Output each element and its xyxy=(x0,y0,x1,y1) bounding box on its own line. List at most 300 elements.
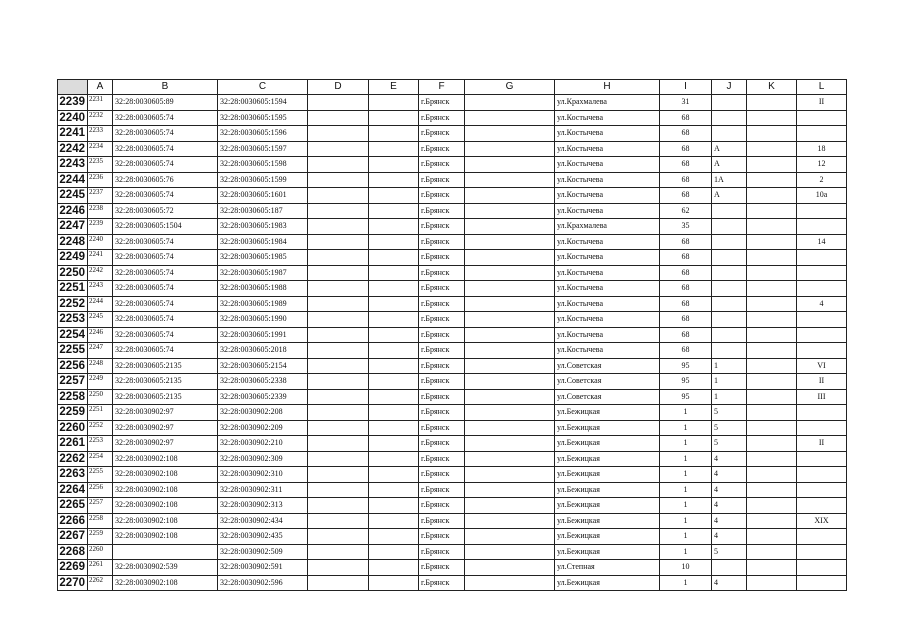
cell-f[interactable]: г.Брянск xyxy=(419,141,465,157)
column-header-g[interactable]: G xyxy=(465,80,555,95)
cell-d[interactable] xyxy=(308,358,369,374)
cell-l[interactable] xyxy=(797,312,847,328)
cell-g[interactable] xyxy=(465,374,555,390)
cell-f[interactable]: г.Брянск xyxy=(419,188,465,204)
cell-c[interactable]: 32:28:0030605:1594 xyxy=(218,95,308,111)
cell-e[interactable] xyxy=(369,188,419,204)
cell-f[interactable]: г.Брянск xyxy=(419,234,465,250)
cell-c[interactable]: 32:28:0030605:2338 xyxy=(218,374,308,390)
cell-c[interactable]: 32:28:0030605:1985 xyxy=(218,250,308,266)
cell-l[interactable] xyxy=(797,219,847,235)
cell-a[interactable]: 2235 xyxy=(88,157,113,173)
cell-h[interactable]: ул.Костычева xyxy=(555,172,660,188)
cell-e[interactable] xyxy=(369,95,419,111)
cell-b[interactable]: 32:28:0030605:74 xyxy=(113,126,218,142)
cell-l[interactable] xyxy=(797,327,847,343)
row-number[interactable]: 2259 xyxy=(58,405,88,421)
cell-g[interactable] xyxy=(465,467,555,483)
cell-c[interactable]: 32:28:0030902:311 xyxy=(218,482,308,498)
cell-a[interactable]: 2256 xyxy=(88,482,113,498)
column-header-i[interactable]: I xyxy=(660,80,712,95)
cell-d[interactable] xyxy=(308,405,369,421)
cell-b[interactable]: 32:28:0030902:97 xyxy=(113,405,218,421)
cell-l[interactable] xyxy=(797,482,847,498)
cell-d[interactable] xyxy=(308,312,369,328)
cell-g[interactable] xyxy=(465,529,555,545)
cell-b[interactable]: 32:28:0030902:108 xyxy=(113,451,218,467)
row-number[interactable]: 2260 xyxy=(58,420,88,436)
cell-e[interactable] xyxy=(369,405,419,421)
cell-b[interactable]: 32:28:0030605:74 xyxy=(113,188,218,204)
row-number[interactable]: 2246 xyxy=(58,203,88,219)
cell-c[interactable]: 32:28:0030605:1990 xyxy=(218,312,308,328)
cell-a[interactable]: 2242 xyxy=(88,265,113,281)
row-number[interactable]: 2256 xyxy=(58,358,88,374)
cell-j[interactable]: 5 xyxy=(712,436,747,452)
cell-k[interactable] xyxy=(747,250,797,266)
cell-j[interactable]: 1А xyxy=(712,172,747,188)
row-number[interactable]: 2253 xyxy=(58,312,88,328)
cell-a[interactable]: 2257 xyxy=(88,498,113,514)
row-number[interactable]: 2268 xyxy=(58,544,88,560)
cell-a[interactable]: 2253 xyxy=(88,436,113,452)
cell-h[interactable]: ул.Костычева xyxy=(555,327,660,343)
cell-h[interactable]: ул.Степная xyxy=(555,560,660,576)
cell-b[interactable]: 32:28:0030605:74 xyxy=(113,157,218,173)
cell-l[interactable]: II xyxy=(797,374,847,390)
cell-f[interactable]: г.Брянск xyxy=(419,219,465,235)
cell-h[interactable]: ул.Бежицкая xyxy=(555,451,660,467)
cell-f[interactable]: г.Брянск xyxy=(419,172,465,188)
cell-g[interactable] xyxy=(465,141,555,157)
cell-d[interactable] xyxy=(308,188,369,204)
cell-e[interactable] xyxy=(369,234,419,250)
cell-k[interactable] xyxy=(747,203,797,219)
cell-f[interactable]: г.Брянск xyxy=(419,544,465,560)
select-all-corner[interactable] xyxy=(58,80,88,95)
cell-b[interactable]: 32:28:0030605:74 xyxy=(113,265,218,281)
cell-b[interactable]: 32:28:0030902:108 xyxy=(113,482,218,498)
cell-i[interactable]: 68 xyxy=(660,141,712,157)
cell-d[interactable] xyxy=(308,389,369,405)
cell-a[interactable]: 2241 xyxy=(88,250,113,266)
cell-h[interactable]: ул.Крахмалева xyxy=(555,95,660,111)
cell-b[interactable]: 32:28:0030605:74 xyxy=(113,234,218,250)
cell-a[interactable]: 2248 xyxy=(88,358,113,374)
cell-b[interactable]: 32:28:0030605:74 xyxy=(113,343,218,359)
cell-d[interactable] xyxy=(308,498,369,514)
cell-l[interactable]: 12 xyxy=(797,157,847,173)
cell-j[interactable]: 4 xyxy=(712,529,747,545)
cell-k[interactable] xyxy=(747,110,797,126)
cell-e[interactable] xyxy=(369,389,419,405)
cell-h[interactable]: ул.Бежицкая xyxy=(555,405,660,421)
cell-g[interactable] xyxy=(465,203,555,219)
cell-a[interactable]: 2260 xyxy=(88,544,113,560)
cell-j[interactable] xyxy=(712,560,747,576)
cell-h[interactable]: ул.Костычева xyxy=(555,141,660,157)
cell-d[interactable] xyxy=(308,250,369,266)
cell-f[interactable]: г.Брянск xyxy=(419,250,465,266)
cell-d[interactable] xyxy=(308,265,369,281)
cell-d[interactable] xyxy=(308,544,369,560)
row-number[interactable]: 2258 xyxy=(58,389,88,405)
cell-i[interactable]: 68 xyxy=(660,343,712,359)
row-number[interactable]: 2267 xyxy=(58,529,88,545)
cell-i[interactable]: 68 xyxy=(660,126,712,142)
cell-e[interactable] xyxy=(369,467,419,483)
cell-i[interactable]: 68 xyxy=(660,265,712,281)
cell-f[interactable]: г.Брянск xyxy=(419,389,465,405)
cell-g[interactable] xyxy=(465,265,555,281)
cell-i[interactable]: 1 xyxy=(660,498,712,514)
cell-l[interactable] xyxy=(797,126,847,142)
cell-k[interactable] xyxy=(747,498,797,514)
cell-j[interactable]: 4 xyxy=(712,467,747,483)
cell-l[interactable] xyxy=(797,110,847,126)
cell-a[interactable]: 2231 xyxy=(88,95,113,111)
cell-k[interactable] xyxy=(747,95,797,111)
cell-a[interactable]: 2262 xyxy=(88,575,113,591)
cell-e[interactable] xyxy=(369,250,419,266)
cell-j[interactable]: 1 xyxy=(712,389,747,405)
cell-b[interactable]: 32:28:0030902:97 xyxy=(113,420,218,436)
cell-c[interactable]: 32:28:0030605:1596 xyxy=(218,126,308,142)
cell-a[interactable]: 2255 xyxy=(88,467,113,483)
cell-f[interactable]: г.Брянск xyxy=(419,343,465,359)
cell-a[interactable]: 2238 xyxy=(88,203,113,219)
cell-b[interactable]: 32:28:0030605:74 xyxy=(113,327,218,343)
cell-j[interactable] xyxy=(712,327,747,343)
cell-k[interactable] xyxy=(747,172,797,188)
cell-b[interactable]: 32:28:0030605:72 xyxy=(113,203,218,219)
cell-c[interactable]: 32:28:0030605:1984 xyxy=(218,234,308,250)
cell-e[interactable] xyxy=(369,110,419,126)
cell-l[interactable] xyxy=(797,250,847,266)
row-number[interactable]: 2262 xyxy=(58,451,88,467)
cell-b[interactable]: 32:28:0030605:1504 xyxy=(113,219,218,235)
row-number[interactable]: 2263 xyxy=(58,467,88,483)
cell-e[interactable] xyxy=(369,157,419,173)
cell-j[interactable]: 5 xyxy=(712,544,747,560)
cell-c[interactable]: 32:28:0030902:591 xyxy=(218,560,308,576)
cell-j[interactable]: 1 xyxy=(712,374,747,390)
cell-e[interactable] xyxy=(369,374,419,390)
cell-e[interactable] xyxy=(369,513,419,529)
cell-l[interactable] xyxy=(797,529,847,545)
cell-i[interactable]: 1 xyxy=(660,420,712,436)
cell-l[interactable] xyxy=(797,420,847,436)
cell-g[interactable] xyxy=(465,420,555,436)
cell-i[interactable]: 68 xyxy=(660,312,712,328)
row-number[interactable]: 2241 xyxy=(58,126,88,142)
cell-g[interactable] xyxy=(465,451,555,467)
cell-a[interactable]: 2232 xyxy=(88,110,113,126)
cell-c[interactable]: 32:28:0030605:1598 xyxy=(218,157,308,173)
cell-h[interactable]: ул.Костычева xyxy=(555,126,660,142)
cell-a[interactable]: 2239 xyxy=(88,219,113,235)
cell-c[interactable]: 32:28:0030605:1991 xyxy=(218,327,308,343)
cell-k[interactable] xyxy=(747,405,797,421)
cell-f[interactable]: г.Брянск xyxy=(419,126,465,142)
cell-f[interactable]: г.Брянск xyxy=(419,296,465,312)
cell-f[interactable]: г.Брянск xyxy=(419,467,465,483)
cell-d[interactable] xyxy=(308,126,369,142)
cell-k[interactable] xyxy=(747,544,797,560)
cell-c[interactable]: 32:28:0030605:2154 xyxy=(218,358,308,374)
cell-g[interactable] xyxy=(465,498,555,514)
cell-l[interactable]: 4 xyxy=(797,296,847,312)
cell-b[interactable]: 32:28:0030605:2135 xyxy=(113,389,218,405)
cell-l[interactable] xyxy=(797,498,847,514)
cell-i[interactable]: 31 xyxy=(660,95,712,111)
cell-l[interactable]: II xyxy=(797,95,847,111)
cell-g[interactable] xyxy=(465,327,555,343)
cell-j[interactable]: А xyxy=(712,141,747,157)
cell-d[interactable] xyxy=(308,575,369,591)
cell-k[interactable] xyxy=(747,265,797,281)
cell-j[interactable] xyxy=(712,219,747,235)
cell-g[interactable] xyxy=(465,296,555,312)
cell-h[interactable]: ул.Костычева xyxy=(555,203,660,219)
cell-j[interactable]: 1 xyxy=(712,358,747,374)
cell-l[interactable] xyxy=(797,467,847,483)
cell-i[interactable]: 1 xyxy=(660,529,712,545)
cell-e[interactable] xyxy=(369,296,419,312)
cell-k[interactable] xyxy=(747,141,797,157)
cell-f[interactable]: г.Брянск xyxy=(419,436,465,452)
cell-k[interactable] xyxy=(747,420,797,436)
cell-a[interactable]: 2237 xyxy=(88,188,113,204)
cell-l[interactable] xyxy=(797,560,847,576)
cell-f[interactable]: г.Брянск xyxy=(419,451,465,467)
cell-c[interactable]: 32:28:0030605:1983 xyxy=(218,219,308,235)
cell-k[interactable] xyxy=(747,343,797,359)
cell-e[interactable] xyxy=(369,312,419,328)
cell-l[interactable]: 18 xyxy=(797,141,847,157)
cell-b[interactable]: 32:28:0030605:76 xyxy=(113,172,218,188)
cell-f[interactable]: г.Брянск xyxy=(419,374,465,390)
cell-j[interactable] xyxy=(712,265,747,281)
cell-e[interactable] xyxy=(369,203,419,219)
cell-h[interactable]: ул.Костычева xyxy=(555,110,660,126)
cell-a[interactable]: 2245 xyxy=(88,312,113,328)
column-header-b[interactable]: B xyxy=(113,80,218,95)
cell-h[interactable]: ул.Костычева xyxy=(555,157,660,173)
cell-c[interactable]: 32:28:0030902:208 xyxy=(218,405,308,421)
row-number[interactable]: 2255 xyxy=(58,343,88,359)
cell-h[interactable]: ул.Костычева xyxy=(555,281,660,297)
cell-h[interactable]: ул.Костычева xyxy=(555,234,660,250)
cell-k[interactable] xyxy=(747,327,797,343)
cell-l[interactable]: 2 xyxy=(797,172,847,188)
column-header-k[interactable]: K xyxy=(747,80,797,95)
cell-e[interactable] xyxy=(369,560,419,576)
cell-j[interactable]: 4 xyxy=(712,575,747,591)
cell-i[interactable]: 1 xyxy=(660,467,712,483)
cell-c[interactable]: 32:28:0030605:2339 xyxy=(218,389,308,405)
row-number[interactable]: 2264 xyxy=(58,482,88,498)
cell-j[interactable] xyxy=(712,296,747,312)
cell-i[interactable]: 35 xyxy=(660,219,712,235)
cell-i[interactable]: 68 xyxy=(660,157,712,173)
cell-d[interactable] xyxy=(308,219,369,235)
cell-a[interactable]: 2233 xyxy=(88,126,113,142)
column-header-h[interactable]: H xyxy=(555,80,660,95)
row-number[interactable]: 2254 xyxy=(58,327,88,343)
cell-j[interactable] xyxy=(712,281,747,297)
cell-f[interactable]: г.Брянск xyxy=(419,157,465,173)
cell-b[interactable]: 32:28:0030902:108 xyxy=(113,529,218,545)
row-number[interactable]: 2252 xyxy=(58,296,88,312)
cell-d[interactable] xyxy=(308,451,369,467)
cell-l[interactable] xyxy=(797,451,847,467)
cell-i[interactable]: 1 xyxy=(660,575,712,591)
cell-l[interactable]: VI xyxy=(797,358,847,374)
cell-j[interactable] xyxy=(712,343,747,359)
cell-a[interactable]: 2258 xyxy=(88,513,113,529)
cell-i[interactable]: 1 xyxy=(660,436,712,452)
cell-c[interactable]: 32:28:0030902:209 xyxy=(218,420,308,436)
row-number[interactable]: 2240 xyxy=(58,110,88,126)
cell-g[interactable] xyxy=(465,219,555,235)
cell-h[interactable]: ул.Бежицкая xyxy=(555,482,660,498)
row-number[interactable]: 2250 xyxy=(58,265,88,281)
cell-l[interactable]: 14 xyxy=(797,234,847,250)
cell-a[interactable]: 2250 xyxy=(88,389,113,405)
row-number[interactable]: 2249 xyxy=(58,250,88,266)
cell-e[interactable] xyxy=(369,172,419,188)
cell-d[interactable] xyxy=(308,281,369,297)
cell-h[interactable]: ул.Костычева xyxy=(555,312,660,328)
cell-j[interactable] xyxy=(712,110,747,126)
cell-d[interactable] xyxy=(308,513,369,529)
cell-k[interactable] xyxy=(747,467,797,483)
cell-j[interactable]: 4 xyxy=(712,513,747,529)
cell-e[interactable] xyxy=(369,141,419,157)
cell-g[interactable] xyxy=(465,250,555,266)
row-number[interactable]: 2244 xyxy=(58,172,88,188)
cell-i[interactable]: 68 xyxy=(660,110,712,126)
row-number[interactable]: 2248 xyxy=(58,234,88,250)
cell-f[interactable]: г.Брянск xyxy=(419,513,465,529)
cell-i[interactable]: 62 xyxy=(660,203,712,219)
cell-d[interactable] xyxy=(308,95,369,111)
cell-l[interactable] xyxy=(797,575,847,591)
cell-f[interactable]: г.Брянск xyxy=(419,482,465,498)
cell-b[interactable]: 32:28:0030605:2135 xyxy=(113,374,218,390)
cell-g[interactable] xyxy=(465,575,555,591)
cell-b[interactable]: 32:28:0030902:108 xyxy=(113,513,218,529)
cell-b[interactable]: 32:28:0030605:74 xyxy=(113,312,218,328)
cell-c[interactable]: 32:28:0030605:1599 xyxy=(218,172,308,188)
cell-i[interactable]: 95 xyxy=(660,374,712,390)
cell-g[interactable] xyxy=(465,172,555,188)
cell-h[interactable]: ул.Бежицкая xyxy=(555,498,660,514)
cell-l[interactable] xyxy=(797,203,847,219)
cell-d[interactable] xyxy=(308,343,369,359)
cell-b[interactable]: 32:28:0030902:108 xyxy=(113,467,218,483)
column-header-d[interactable]: D xyxy=(308,80,369,95)
cell-e[interactable] xyxy=(369,219,419,235)
row-number[interactable]: 2251 xyxy=(58,281,88,297)
cell-c[interactable]: 32:28:0030902:309 xyxy=(218,451,308,467)
cell-k[interactable] xyxy=(747,358,797,374)
cell-e[interactable] xyxy=(369,358,419,374)
cell-e[interactable] xyxy=(369,265,419,281)
cell-a[interactable]: 2249 xyxy=(88,374,113,390)
column-header-j[interactable]: J xyxy=(712,80,747,95)
row-number[interactable]: 2243 xyxy=(58,157,88,173)
cell-i[interactable]: 68 xyxy=(660,250,712,266)
cell-f[interactable]: г.Брянск xyxy=(419,110,465,126)
row-number[interactable]: 2269 xyxy=(58,560,88,576)
cell-l[interactable] xyxy=(797,544,847,560)
cell-i[interactable]: 68 xyxy=(660,281,712,297)
cell-b[interactable] xyxy=(113,544,218,560)
cell-b[interactable]: 32:28:0030902:108 xyxy=(113,575,218,591)
cell-k[interactable] xyxy=(747,188,797,204)
cell-i[interactable]: 68 xyxy=(660,172,712,188)
cell-d[interactable] xyxy=(308,560,369,576)
cell-a[interactable]: 2247 xyxy=(88,343,113,359)
cell-e[interactable] xyxy=(369,544,419,560)
cell-b[interactable]: 32:28:0030902:539 xyxy=(113,560,218,576)
row-number[interactable]: 2239 xyxy=(58,95,88,111)
cell-b[interactable]: 32:28:0030605:74 xyxy=(113,250,218,266)
cell-c[interactable]: 32:28:0030902:210 xyxy=(218,436,308,452)
cell-j[interactable]: 5 xyxy=(712,405,747,421)
row-number[interactable]: 2242 xyxy=(58,141,88,157)
cell-c[interactable]: 32:28:0030605:1988 xyxy=(218,281,308,297)
cell-j[interactable]: А xyxy=(712,157,747,173)
cell-d[interactable] xyxy=(308,529,369,545)
cell-k[interactable] xyxy=(747,513,797,529)
cell-d[interactable] xyxy=(308,157,369,173)
cell-d[interactable] xyxy=(308,482,369,498)
cell-b[interactable]: 32:28:0030605:74 xyxy=(113,296,218,312)
cell-h[interactable]: ул.Костычева xyxy=(555,265,660,281)
column-header-c[interactable]: C xyxy=(218,80,308,95)
cell-j[interactable]: А xyxy=(712,188,747,204)
cell-k[interactable] xyxy=(747,157,797,173)
cell-g[interactable] xyxy=(465,312,555,328)
cell-l[interactable] xyxy=(797,265,847,281)
cell-g[interactable] xyxy=(465,343,555,359)
column-header-e[interactable]: E xyxy=(369,80,419,95)
cell-g[interactable] xyxy=(465,482,555,498)
cell-j[interactable]: 4 xyxy=(712,451,747,467)
cell-i[interactable]: 1 xyxy=(660,451,712,467)
cell-e[interactable] xyxy=(369,281,419,297)
cell-e[interactable] xyxy=(369,482,419,498)
cell-k[interactable] xyxy=(747,374,797,390)
cell-j[interactable] xyxy=(712,234,747,250)
cell-h[interactable]: ул.Советская xyxy=(555,389,660,405)
cell-b[interactable]: 32:28:0030902:97 xyxy=(113,436,218,452)
cell-a[interactable]: 2243 xyxy=(88,281,113,297)
cell-k[interactable] xyxy=(747,575,797,591)
cell-c[interactable]: 32:28:0030902:310 xyxy=(218,467,308,483)
cell-k[interactable] xyxy=(747,436,797,452)
cell-g[interactable] xyxy=(465,234,555,250)
cell-h[interactable]: ул.Бежицкая xyxy=(555,420,660,436)
cell-f[interactable]: г.Брянск xyxy=(419,405,465,421)
cell-k[interactable] xyxy=(747,529,797,545)
cell-h[interactable]: ул.Костычева xyxy=(555,188,660,204)
cell-f[interactable]: г.Брянск xyxy=(419,312,465,328)
cell-c[interactable]: 32:28:0030605:1595 xyxy=(218,110,308,126)
